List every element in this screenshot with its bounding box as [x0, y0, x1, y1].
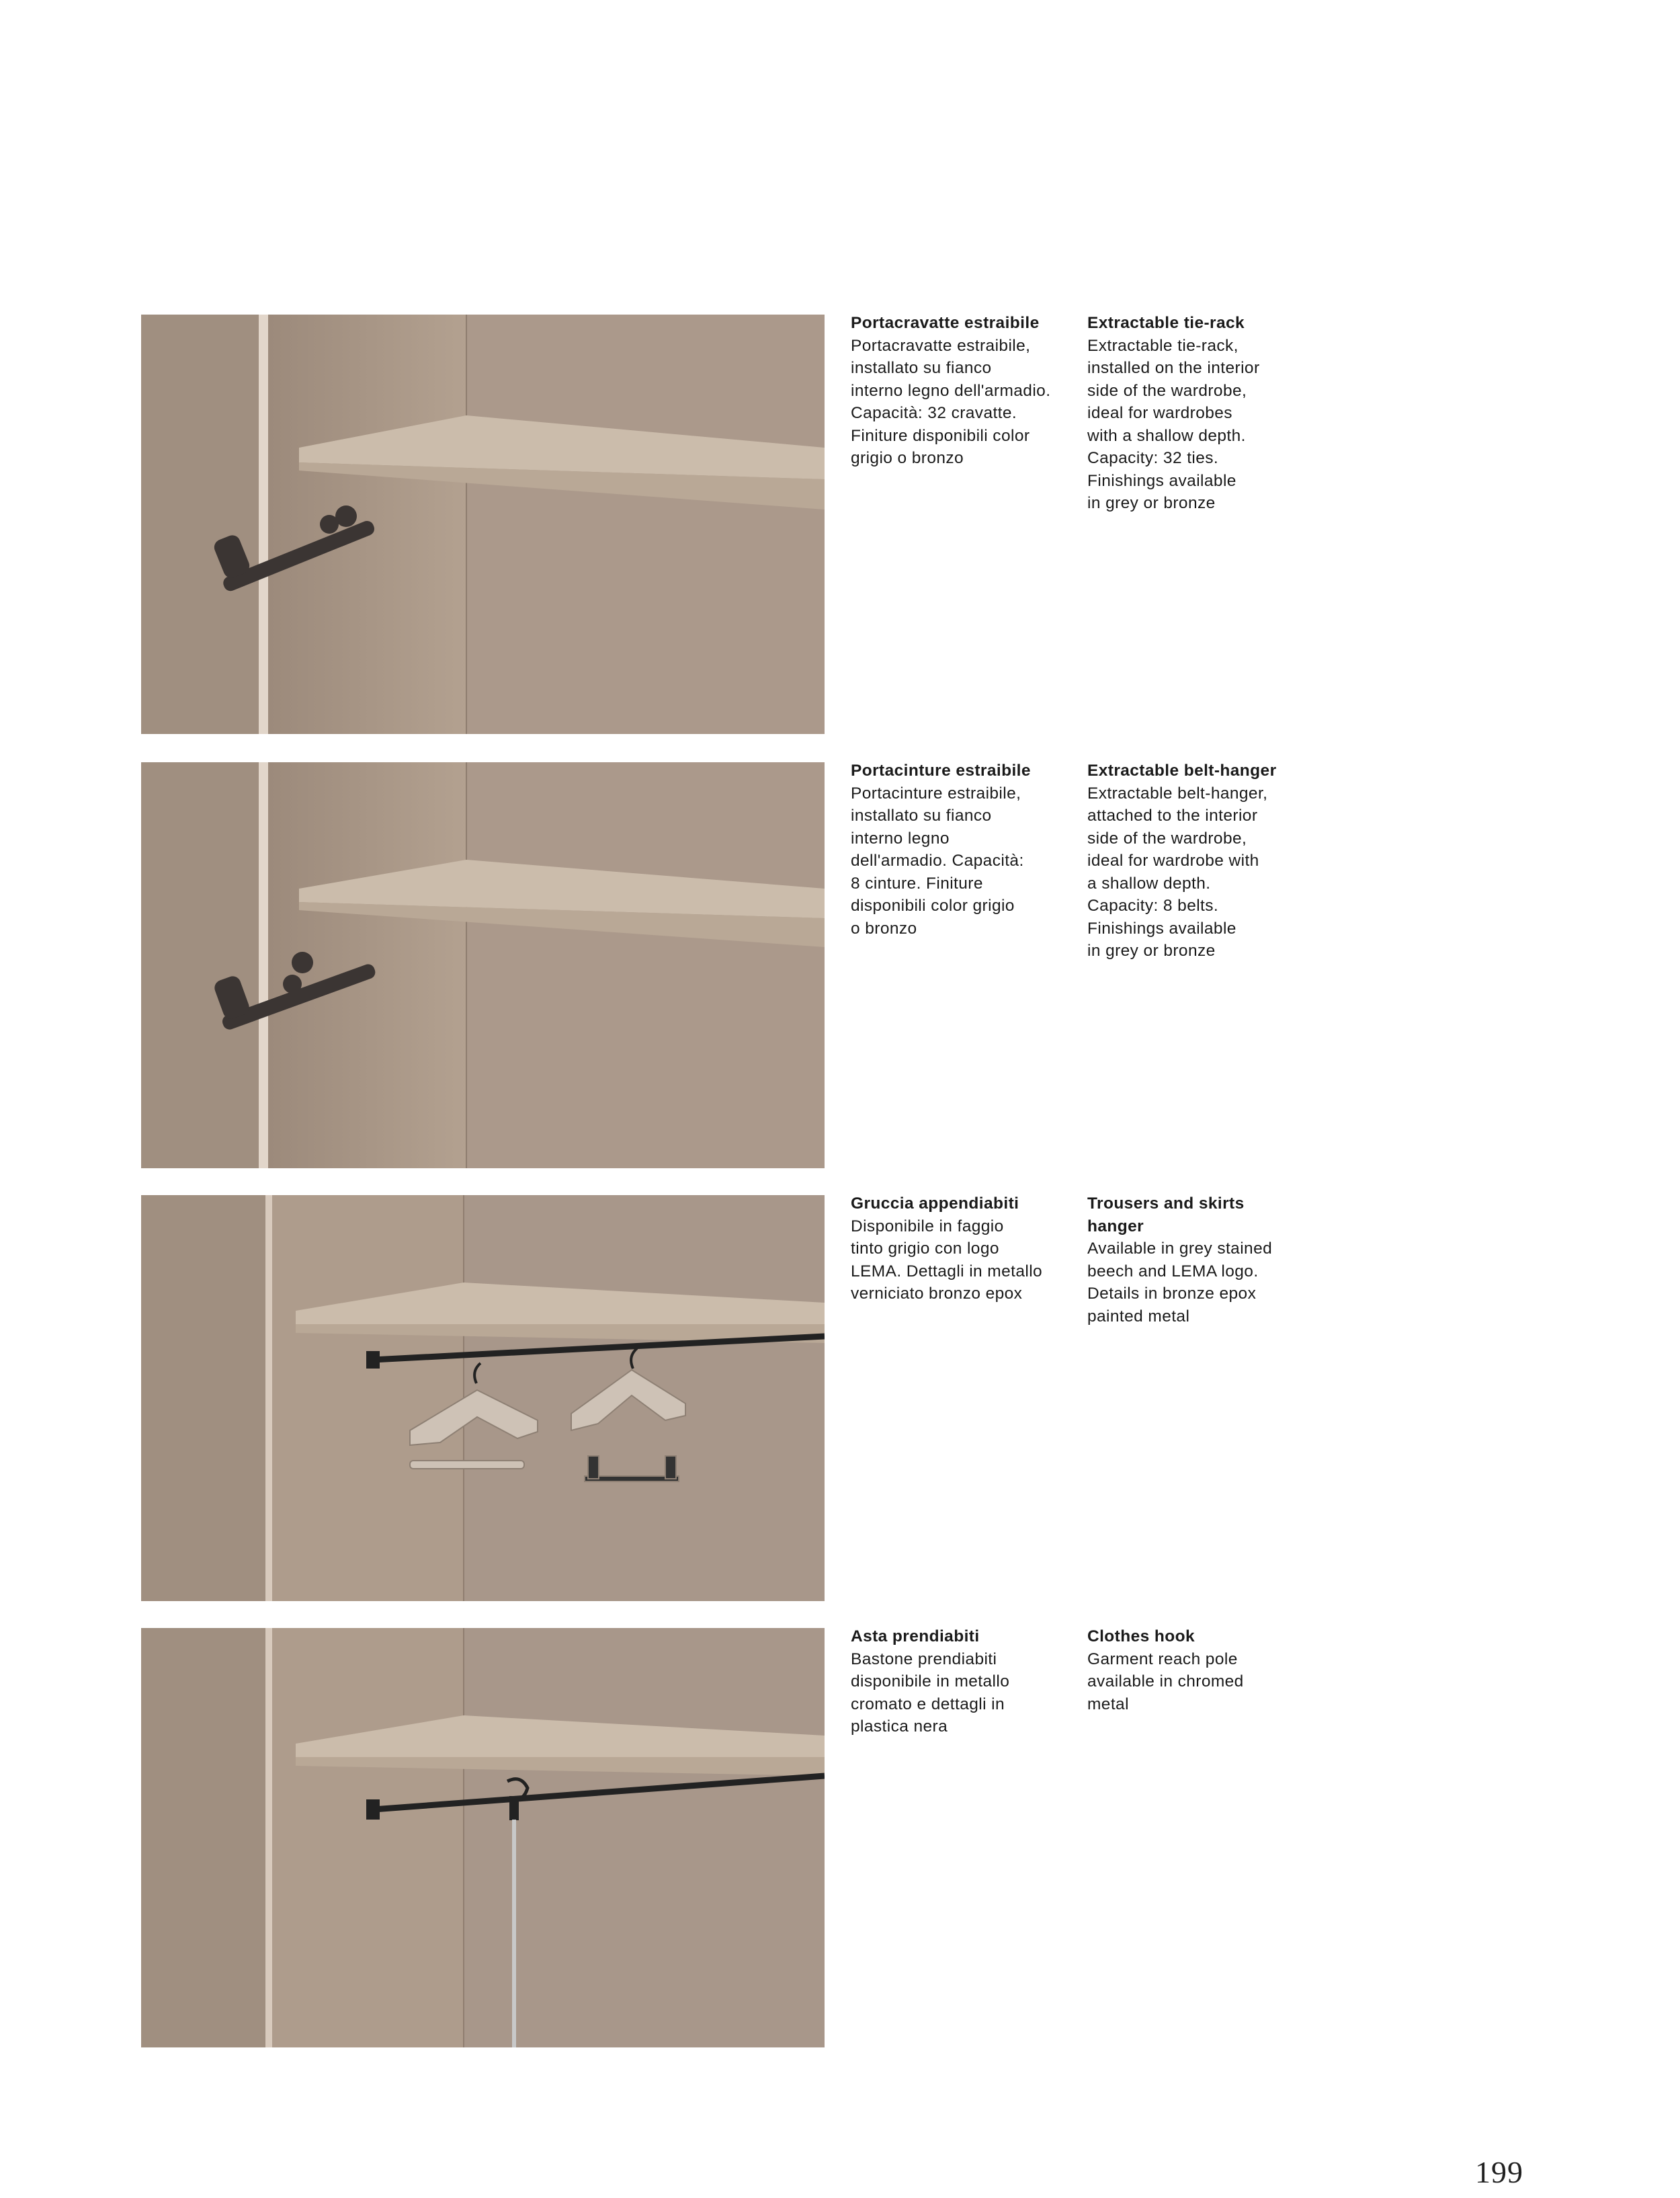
reach-pole-desc-en-line: metal [1087, 1695, 1129, 1713]
tie-rack-desc-it-line: Finiture disponibili color [851, 426, 1030, 445]
reach-pole-desc-it-line: cromato e dettagli in [851, 1695, 1005, 1713]
hangers-desc-en-line: Available in grey stained [1087, 1239, 1273, 1258]
tie-rack-title-it: Portacravatte estraibile [851, 314, 1040, 332]
tie-rack-desc-en-line: with a shallow depth. [1087, 426, 1246, 445]
hangers-desc-it-line: Disponibile in faggio [851, 1217, 1004, 1235]
belt-hanger-title-en: Extractable belt-hanger [1087, 762, 1277, 780]
belt-hanger-desc-en-line: attached to the interior [1087, 807, 1258, 825]
page-number: 199 [1475, 2155, 1523, 2189]
belt-hanger-desc-it-line: o bronzo [851, 919, 917, 938]
belt-hanger-illustration [141, 762, 825, 1168]
tie-rack-text-en [1087, 312, 1309, 515]
reach-pole-text-en [1087, 1625, 1309, 1715]
reach-pole-title-it: Asta prendiabiti [851, 1627, 980, 1645]
tie-rack-desc-en-line: Finishings available [1087, 471, 1236, 490]
tie-rack-desc-it-line: Capacità: 32 cravatte. [851, 404, 1017, 422]
belt-hanger-desc-it-line: dell'armadio. Capacità: [851, 852, 1024, 870]
belt-hanger-desc-en-line: side of the wardrobe, [1087, 829, 1247, 848]
reach-pole-title-en: Clothes hook [1087, 1627, 1195, 1645]
tie-rack-desc-en-line: in grey or bronze [1087, 494, 1216, 512]
belt-hanger-text-en [1087, 760, 1309, 963]
hangers-photo [141, 1195, 825, 1601]
tie-rack-photo [141, 315, 825, 734]
reach-pole-text-it [851, 1625, 1073, 1738]
hangers-title-it: Gruccia appendiabiti [851, 1194, 1019, 1213]
tie-rack-desc-en-line: installed on the interior [1087, 359, 1260, 377]
hangers-illustration [141, 1195, 825, 1601]
belt-hanger-desc-it-line: disponibili color grigio [851, 897, 1015, 915]
reach-pole-illustration [141, 1628, 825, 2047]
belt-hanger-desc-en-line: ideal for wardrobe with [1087, 852, 1259, 870]
belt-hanger-desc-it-line: Portacinture estraibile, [851, 784, 1021, 803]
hangers-desc-it-line: LEMA. Dettagli in metallo [851, 1262, 1043, 1280]
reach-pole-desc-it-line: Bastone prendiabiti [851, 1650, 997, 1668]
hangers-desc-en-line: Details in bronze epox [1087, 1285, 1257, 1303]
tie-rack-desc-it-line: installato su fianco [851, 359, 992, 377]
hangers-title-en: Trousers and skirts [1087, 1194, 1245, 1213]
tie-rack-desc-it-line: grigio o bronzo [851, 449, 964, 467]
tie-rack-title-en: Extractable tie-rack [1087, 314, 1245, 332]
belt-hanger-title-it: Portacinture estraibile [851, 762, 1031, 780]
belt-hanger-text-it [851, 760, 1073, 940]
tie-rack-desc-en-line: Capacity: 32 ties. [1087, 449, 1219, 467]
tie-rack-desc-en-line: ideal for wardrobes [1087, 404, 1232, 422]
belt-hanger-desc-it-line: 8 cinture. Finiture [851, 874, 983, 893]
tie-rack-desc-it-line: interno legno dell'armadio. [851, 381, 1051, 400]
belt-hanger-desc-en-line: a shallow depth. [1087, 874, 1211, 893]
reach-pole-desc-en-line: available in chromed [1087, 1672, 1244, 1691]
hangers-text-en [1087, 1192, 1309, 1328]
reach-pole-photo [141, 1628, 825, 2047]
belt-hanger-desc-en-line: in grey or bronze [1087, 942, 1216, 960]
hangers-desc-en-line: painted metal [1087, 1307, 1190, 1326]
belt-hanger-photo [141, 762, 825, 1168]
belt-hanger-desc-en-line: Extractable belt-hanger, [1087, 784, 1268, 803]
reach-pole-desc-it-line: disponibile in metallo [851, 1672, 1010, 1691]
belt-hanger-desc-en-line: Capacity: 8 belts. [1087, 897, 1219, 915]
belt-hanger-desc-en-line: Finishings available [1087, 919, 1236, 938]
tie-rack-desc-en-line: Extractable tie-rack, [1087, 336, 1238, 355]
reach-pole-desc-it-line: plastica nera [851, 1717, 948, 1736]
tie-rack-illustration [141, 315, 825, 734]
hangers-title-en: hanger [1087, 1217, 1144, 1235]
belt-hanger-desc-it-line: installato su fianco [851, 807, 992, 825]
tie-rack-desc-en-line: side of the wardrobe, [1087, 381, 1247, 400]
hangers-text-it [851, 1192, 1073, 1305]
tie-rack-desc-it-line: Portacravatte estraibile, [851, 336, 1031, 355]
hangers-desc-en-line: beech and LEMA logo. [1087, 1262, 1259, 1280]
tie-rack-text-it [851, 312, 1073, 470]
hangers-desc-it-line: tinto grigio con logo [851, 1239, 999, 1258]
reach-pole-desc-en-line: Garment reach pole [1087, 1650, 1238, 1668]
belt-hanger-desc-it-line: interno legno [851, 829, 950, 848]
hangers-desc-it-line: verniciato bronzo epox [851, 1285, 1023, 1303]
